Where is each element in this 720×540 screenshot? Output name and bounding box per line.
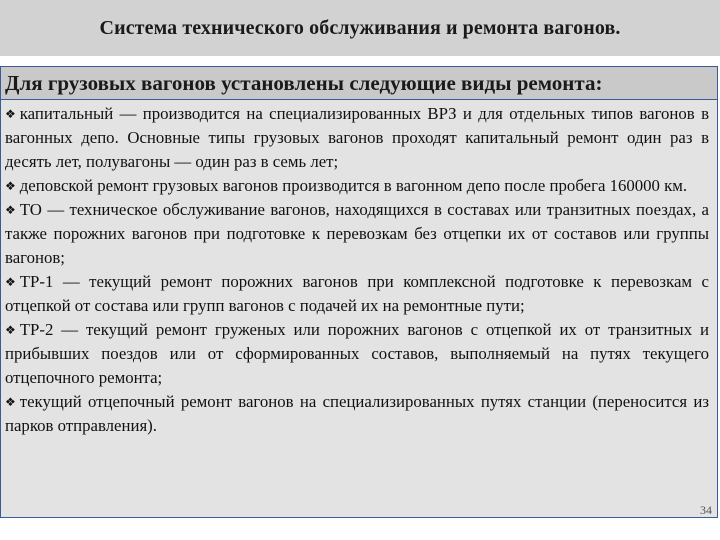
page-number: 34 (700, 503, 712, 517)
list-item (5, 102, 709, 174)
list-item-text: ТО — техническое обслуживание вагонов, находящихся в составах или транзитных поездах, а также порожних вагонов при подготовке к перевозкам без отцепки их от составов или группы вагонов; (5, 200, 709, 267)
list-item (5, 174, 709, 198)
list-item-text: ТР-2 — текущий ремонт груженых или порожних вагонов с отцепкой их от транзитных и прибывших поездов или от сформированных составов, выполняемый на путях текущего отцепочного ремонта; (5, 320, 709, 387)
diamond-bullet-icon: ❖ (5, 395, 16, 409)
list-item-text: капитальный — производится на специализированных ВРЗ и для отдельных типов вагонов в вагонных депо. Основные типы грузовых вагонов проходят капитальный ремонт один раз в десять лет, полувагоны — один раз в семь лет; (5, 104, 709, 171)
diamond-bullet-icon: ❖ (5, 107, 16, 121)
list-item (5, 270, 709, 318)
subheader-bar (0, 66, 718, 100)
list-item-text: текущий отцепочный ремонт вагонов на специализированных путях станции (переносится из парков отправления). (5, 392, 709, 435)
diamond-bullet-icon: ❖ (5, 179, 16, 193)
list-item-text: ТР-1 — текущий ремонт порожних вагонов при комплексной подготовке к перевозкам с отцепкой от состава или групп вагонов с подачей их на ремонтные пути; (5, 272, 709, 315)
title-bar (0, 0, 720, 56)
list-item (5, 390, 709, 438)
list-item (5, 198, 709, 270)
diamond-bullet-icon: ❖ (5, 203, 16, 217)
slide-title: Система технического обслуживания и ремонта вагонов. (99, 16, 621, 39)
diamond-bullet-icon: ❖ (5, 275, 16, 289)
subheader-text: Для грузовых вагонов установлены следующие виды ремонта: (5, 70, 603, 95)
diamond-bullet-icon: ❖ (5, 323, 16, 337)
list-item-text: деповской ремонт грузовых вагонов производится в вагонном депо после пробега 160000 км. (19, 176, 688, 195)
content-box (0, 100, 718, 518)
list-item (5, 318, 709, 390)
